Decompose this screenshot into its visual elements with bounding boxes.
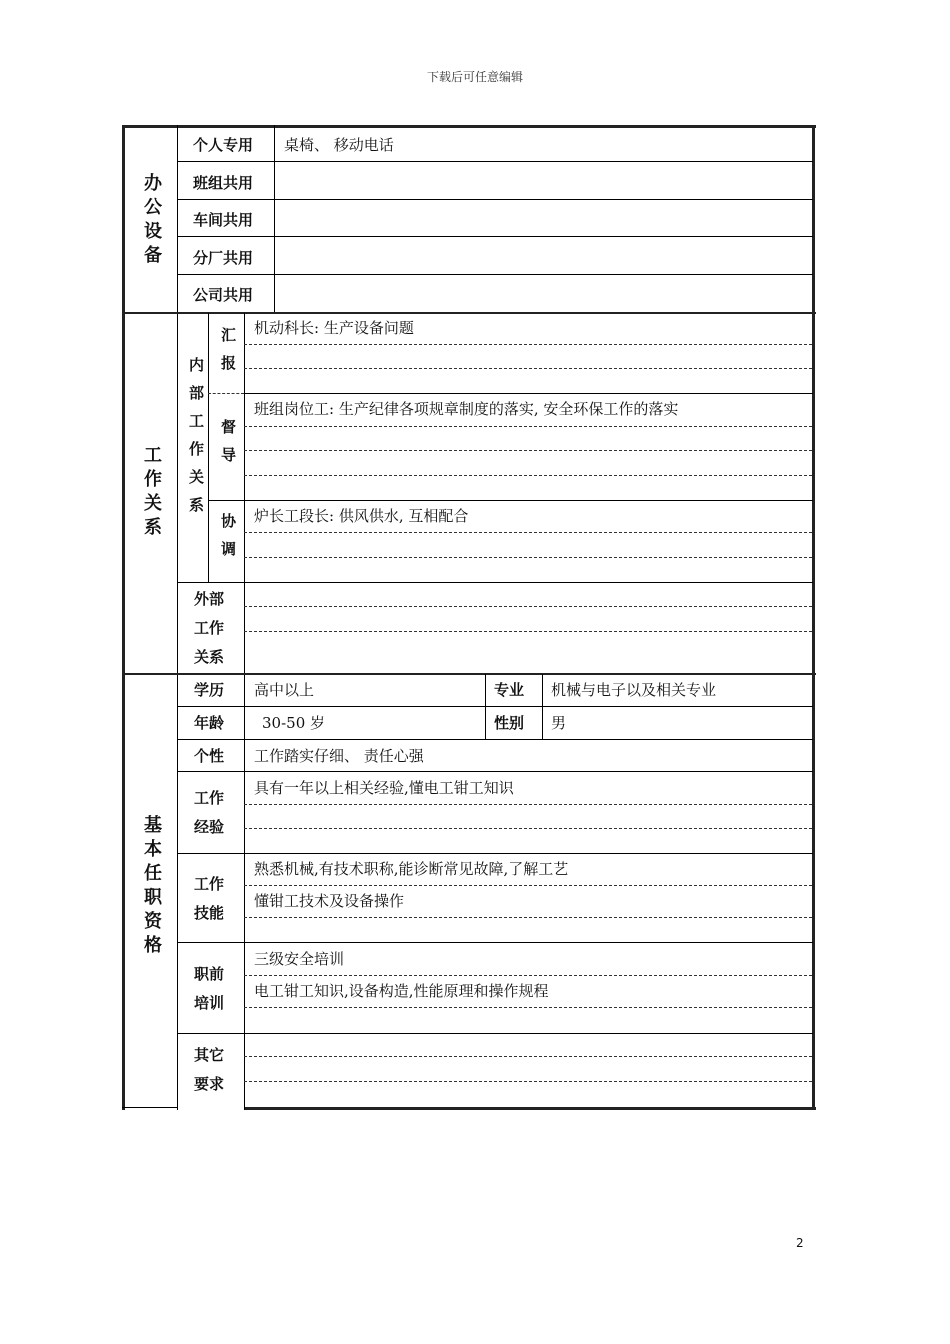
training-value: 电工钳工知识,设备构造,性能原理和操作规程 — [254, 982, 549, 1000]
relations-section-bottom — [122, 673, 816, 675]
internal-relations-label: 内部工作关系 — [187, 357, 205, 525]
skills-label: 工作 — [194, 875, 225, 893]
training-value: 三级安全培训 — [254, 950, 345, 968]
gender-value: 男 — [551, 714, 567, 732]
external-relations-label: 工作 — [194, 619, 225, 637]
dashed-line — [208, 393, 244, 394]
internal-divider — [208, 313, 209, 583]
dashed-line — [244, 1056, 812, 1057]
report-text: 机动科长: 生产设备问题 — [254, 319, 414, 337]
training-label: 职前 — [194, 965, 225, 983]
experience-label: 经验 — [194, 818, 225, 836]
experience-value: 具有一年以上相关经验,懂电工钳工知识 — [254, 779, 514, 797]
office-row-label: 车间共用 — [193, 211, 254, 229]
education-value: 高中以上 — [254, 681, 315, 699]
dashed-line — [244, 450, 812, 451]
qual-row-line — [177, 942, 813, 943]
skills-label: 技能 — [194, 904, 225, 922]
training-label: 培训 — [194, 994, 225, 1012]
major-divider — [485, 674, 486, 740]
supervise-label: 督导 — [219, 419, 237, 475]
office-row-line — [177, 199, 813, 200]
dashed-line — [244, 368, 812, 369]
major-value-divider — [542, 674, 543, 740]
dashed-line — [244, 606, 812, 607]
age-label: 年龄 — [194, 714, 225, 732]
office-row-label: 个人专用 — [193, 136, 254, 154]
supervise-text: 班组岗位工: 生产纪律各项规章制度的落实, 安全环保工作的落实 — [254, 400, 679, 418]
gender-label: 性别 — [494, 714, 525, 732]
office-row-label: 分厂共用 — [193, 249, 254, 267]
dashed-line — [244, 1081, 812, 1082]
dashed-line — [244, 917, 812, 918]
dashed-line — [244, 631, 812, 632]
education-label: 学历 — [194, 681, 225, 699]
qual-row-line — [177, 706, 813, 707]
supervise-bottom-line — [208, 500, 813, 501]
qual-row-line — [177, 1033, 813, 1034]
experience-label: 工作 — [194, 789, 225, 807]
qual-row-line — [177, 853, 813, 854]
dashed-line — [244, 1007, 812, 1008]
skills-value: 懂钳工技术及设备操作 — [254, 892, 405, 910]
external-relations-label: 关系 — [194, 648, 225, 666]
dashed-line — [244, 532, 812, 533]
table-top-border — [122, 125, 816, 128]
dashed-line — [244, 885, 812, 886]
content-divider — [244, 313, 245, 1110]
job-description-table — [122, 125, 816, 1110]
coordinate-text: 炉长工段长: 供风供水, 互相配合 — [254, 507, 469, 525]
coordinate-label: 协调 — [219, 513, 237, 569]
report-label: 汇报 — [219, 327, 237, 383]
office-row-label: 班组共用 — [193, 174, 254, 192]
major-label: 专业 — [494, 681, 525, 699]
qualifications-section-title: 基本任职资格 — [141, 815, 162, 959]
office-row-line — [177, 236, 813, 237]
table-bottom-left — [122, 1107, 178, 1108]
office-row-value: 桌椅、 移动电话 — [284, 136, 394, 154]
relations-section-title: 工作关系 — [141, 445, 162, 541]
external-relations-label: 外部 — [194, 590, 225, 608]
other-requirements-label: 其它 — [194, 1046, 225, 1064]
dashed-line — [244, 804, 812, 805]
age-value: 30-50 岁 — [262, 714, 326, 732]
office-row-line — [177, 161, 813, 162]
personality-value: 工作踏实仔细、 责任心强 — [254, 747, 424, 765]
table-right-border — [812, 125, 815, 1110]
table-left-border — [122, 125, 125, 1110]
office-row-label: 公司共用 — [193, 286, 254, 304]
qual-row-line — [177, 739, 813, 740]
office-label-divider — [274, 125, 275, 313]
other-requirements-label: 要求 — [194, 1075, 225, 1093]
page-number: 2 — [796, 1236, 804, 1250]
internal-bottom-line — [177, 582, 813, 583]
major-value: 机械与电子以及相关专业 — [551, 681, 717, 699]
dashed-line — [244, 975, 812, 976]
office-row-line — [177, 274, 813, 275]
dashed-line — [244, 828, 812, 829]
office-section-bottom — [122, 312, 816, 314]
dashed-line — [244, 557, 812, 558]
skills-value: 熟悉机械,有技术职称,能诊断常见故障,了解工艺 — [254, 860, 569, 878]
table-bottom-border — [244, 1107, 816, 1110]
dashed-line — [244, 426, 812, 427]
header-note: 下载后可任意编辑 — [426, 70, 523, 84]
dashed-line — [244, 475, 812, 476]
dashed-line — [244, 344, 812, 345]
section-divider — [177, 125, 178, 1110]
qual-row-line — [177, 771, 813, 772]
report-bottom-line — [244, 393, 813, 394]
personality-label: 个性 — [194, 747, 225, 765]
office-section-title: 办公设备 — [141, 173, 162, 269]
